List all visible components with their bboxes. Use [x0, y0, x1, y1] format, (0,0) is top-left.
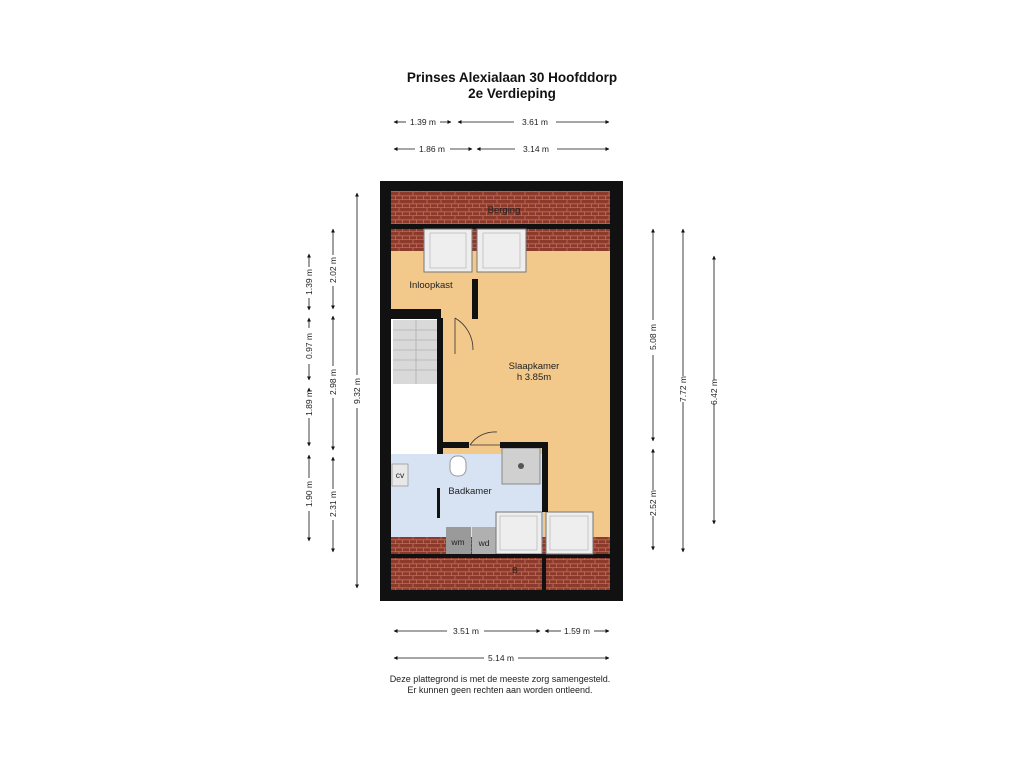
- dim-leftB2: 2.98 m: [328, 369, 338, 395]
- dim-leftA1: 1.39 m: [304, 269, 314, 295]
- plan-floor: 2e Verdieping: [468, 86, 556, 101]
- dim-top1b: 3.61 m: [522, 117, 548, 127]
- dim-bottom1b: 1.59 m: [564, 626, 590, 636]
- dim-leftB3: 2.31 m: [328, 491, 338, 517]
- dim-top1a: 1.39 m: [410, 117, 436, 127]
- label-inloopkast: Inloopkast: [409, 280, 453, 291]
- label-wd: wd: [478, 538, 490, 548]
- disclaimer: [0, 674, 1000, 696]
- dim-leftA4: 1.90 m: [304, 481, 314, 507]
- dim-top2b: 3.14 m: [523, 144, 549, 154]
- label-slaapkamer-height: h 3.85m: [516, 372, 552, 383]
- roof-bottom: [391, 558, 542, 590]
- dim-bottom1a: 3.51 m: [453, 626, 479, 636]
- disclaimer-line-2: Er kunnen geen rechten aan worden ontleend.: [407, 685, 593, 695]
- dim-leftA2: 0.97 m: [304, 333, 314, 359]
- shower-drain: [518, 463, 524, 469]
- label-badkamer: Badkamer: [448, 486, 492, 497]
- label-slaapkamer: Slaapkamer: [508, 361, 560, 372]
- label-cv: cv: [395, 470, 405, 480]
- dim-rightA1: 5.08 m: [648, 324, 658, 350]
- dim-top2a: 1.86 m: [419, 144, 445, 154]
- dim-rightC: 6.42 m: [709, 379, 719, 405]
- dim-leftC: 9.32 m: [352, 378, 362, 404]
- roof-bottom-right: [546, 558, 610, 590]
- label-wm: wm: [451, 537, 465, 547]
- dim-rightB: 7.72 m: [678, 376, 688, 402]
- dim-leftB1: 2.02 m: [328, 257, 338, 283]
- plan-address: Prinses Alexialaan 30 Hoofddorp: [406, 70, 618, 85]
- dim-leftA3: 1.89 m: [304, 390, 314, 416]
- toilet: [450, 456, 466, 476]
- dim-bottom2: 5.14 m: [488, 653, 514, 663]
- label-berging-bottom: B: [512, 565, 518, 575]
- label-berging-top: Berging: [487, 205, 521, 216]
- disclaimer-line-1: Deze plattegrond is met de meeste zorg samengesteld.: [389, 674, 611, 684]
- dim-rightA2: 2.52 m: [648, 490, 658, 516]
